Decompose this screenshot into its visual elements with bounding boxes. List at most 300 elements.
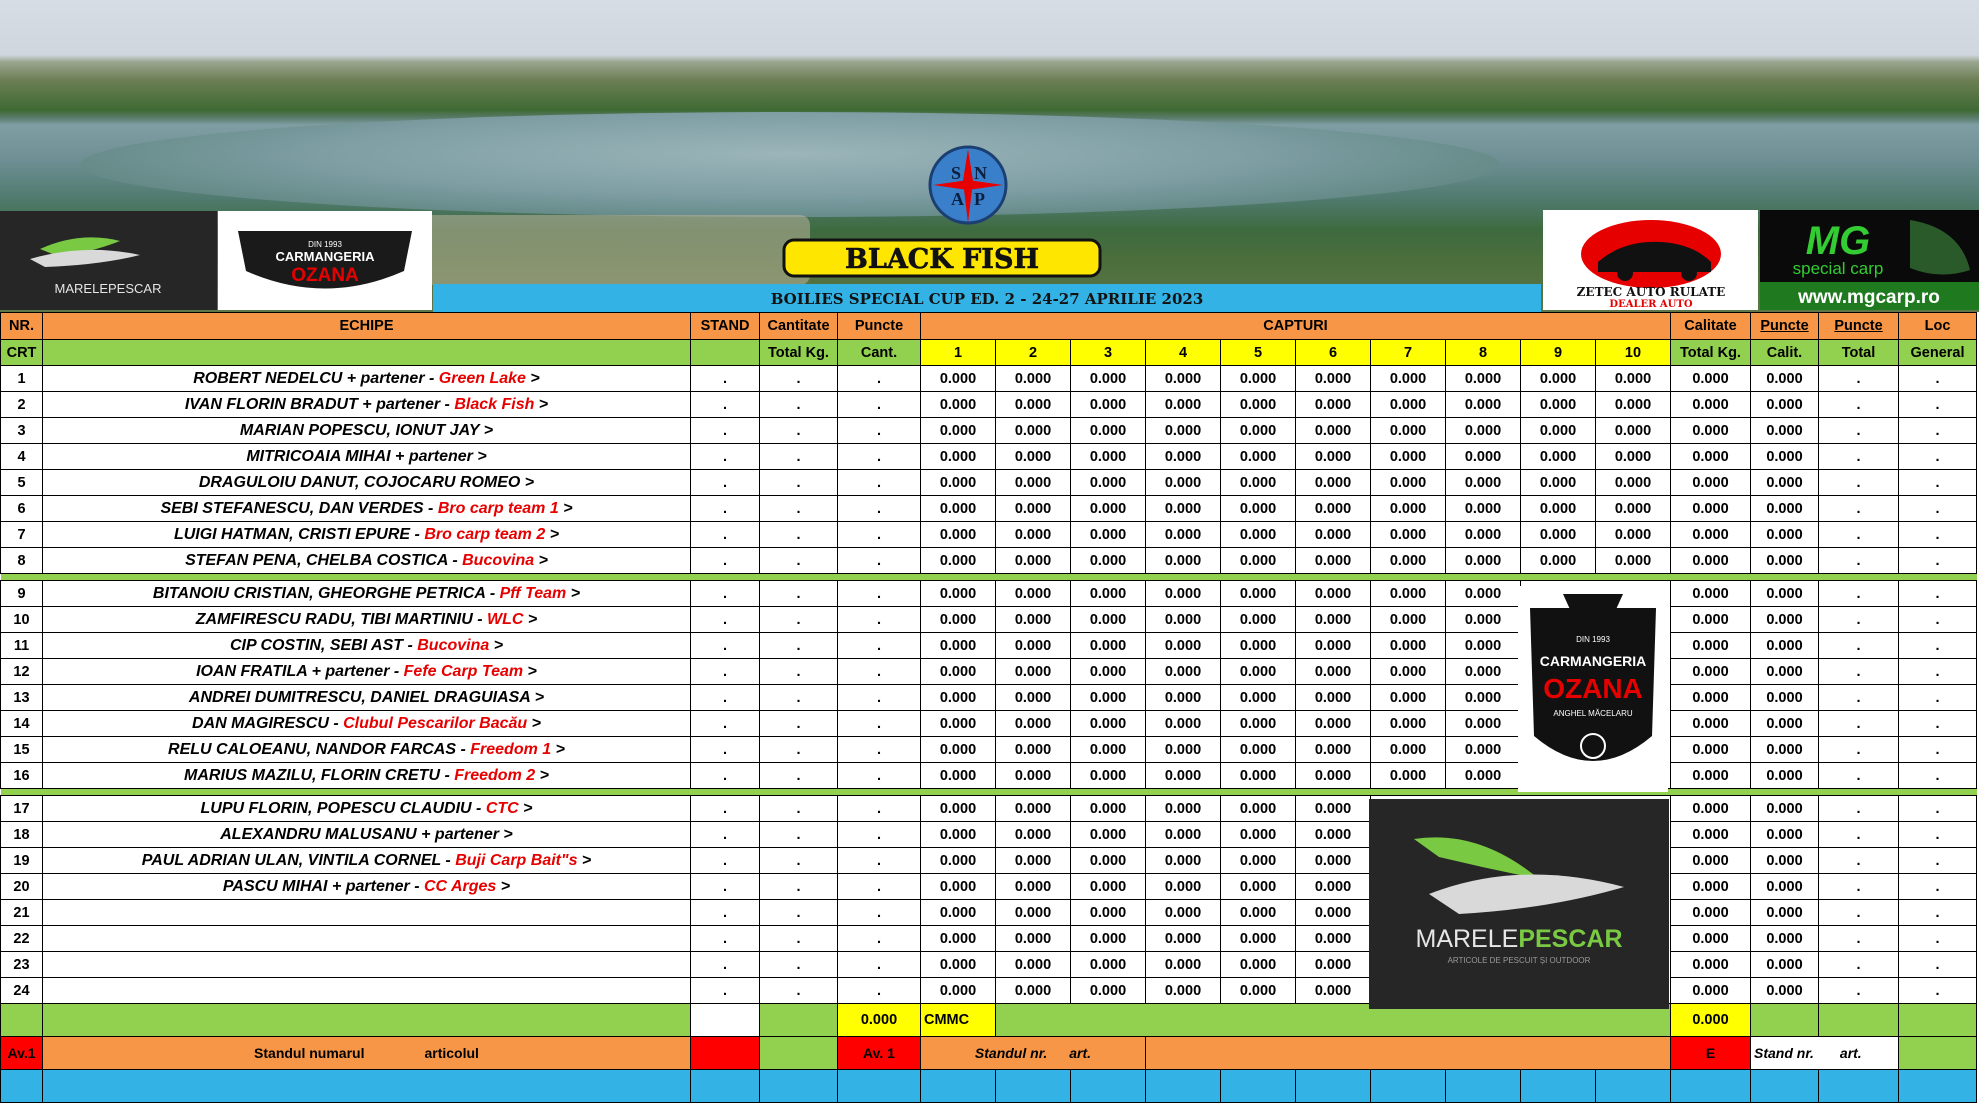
team-cell[interactable] (43, 548, 691, 574)
calit-cell[interactable]: 0.000 (1751, 763, 1819, 789)
stand-cell[interactable]: . (691, 444, 760, 470)
team-cell[interactable] (43, 796, 691, 822)
total-kg-cell[interactable]: . (760, 496, 838, 522)
capture-cell[interactable]: 0.000 (921, 952, 996, 978)
calitate-total-cell[interactable]: 0.000 (1671, 763, 1751, 789)
team-cell[interactable] (43, 822, 691, 848)
calitate-total-cell[interactable]: 0.000 (1671, 926, 1751, 952)
capture-cell[interactable]: 0.000 (1446, 470, 1521, 496)
capture-cell[interactable]: 0.000 (1371, 581, 1446, 607)
capture-cell[interactable]: 0.000 (1446, 366, 1521, 392)
total-kg-cell[interactable]: . (760, 737, 838, 763)
capture-cell[interactable]: 0.000 (921, 522, 996, 548)
capture-cell[interactable]: 0.000 (1146, 548, 1221, 574)
capture-cell[interactable]: 0.000 (1446, 418, 1521, 444)
capture-cell[interactable]: 0.000 (1071, 763, 1146, 789)
puncte-total-cell[interactable]: . (1819, 874, 1899, 900)
cant-cell[interactable]: . (838, 874, 921, 900)
puncte-total-cell[interactable]: . (1819, 470, 1899, 496)
total-kg-cell[interactable]: . (760, 444, 838, 470)
cant-cell[interactable]: . (838, 796, 921, 822)
capture-cell[interactable]: 0.000 (1371, 522, 1446, 548)
capture-cell[interactable]: 0.000 (921, 978, 996, 1004)
capture-cell[interactable]: 0.000 (996, 548, 1071, 574)
loc-general-cell[interactable]: . (1899, 607, 1977, 633)
capture-cell[interactable]: 0.000 (1371, 444, 1446, 470)
total-kg-cell[interactable]: . (760, 926, 838, 952)
stand-cell[interactable]: . (691, 737, 760, 763)
capture-cell[interactable]: 0.000 (1446, 581, 1521, 607)
capture-cell[interactable]: 0.000 (1146, 763, 1221, 789)
stand-cell[interactable]: . (691, 581, 760, 607)
capture-cell[interactable]: 0.000 (1296, 418, 1371, 444)
capture-cell[interactable]: 0.000 (1221, 796, 1296, 822)
total-kg-cell[interactable]: . (760, 822, 838, 848)
capture-cell[interactable]: 0.000 (1221, 978, 1296, 1004)
calitate-total-cell[interactable]: 0.000 (1671, 822, 1751, 848)
capture-cell[interactable]: 0.000 (1371, 737, 1446, 763)
capture-cell[interactable]: 0.000 (1071, 392, 1146, 418)
capture-cell[interactable]: 0.000 (996, 763, 1071, 789)
capture-cell[interactable]: 0.000 (1071, 737, 1146, 763)
team-cell[interactable] (43, 926, 691, 952)
calit-cell[interactable]: 0.000 (1751, 444, 1819, 470)
calitate-total-cell[interactable]: 0.000 (1671, 607, 1751, 633)
stand-cell[interactable]: . (691, 366, 760, 392)
capture-cell[interactable]: 0.000 (1296, 711, 1371, 737)
team-cell[interactable] (43, 659, 691, 685)
capture-cell[interactable]: 0.000 (1521, 496, 1596, 522)
capture-cell[interactable]: 0.000 (1371, 418, 1446, 444)
team-cell[interactable] (43, 496, 691, 522)
capture-cell[interactable]: 0.000 (1446, 633, 1521, 659)
team-cell[interactable] (43, 581, 691, 607)
cant-cell[interactable]: . (838, 418, 921, 444)
capture-cell[interactable]: 0.000 (1446, 392, 1521, 418)
calit-cell[interactable]: 0.000 (1751, 848, 1819, 874)
calitate-total-cell[interactable]: 0.000 (1671, 522, 1751, 548)
capture-cell[interactable]: 0.000 (921, 848, 996, 874)
team-cell[interactable] (43, 633, 691, 659)
calit-cell[interactable]: 0.000 (1751, 548, 1819, 574)
loc-general-cell[interactable]: . (1899, 659, 1977, 685)
loc-general-cell[interactable]: . (1899, 952, 1977, 978)
capture-cell[interactable]: 0.000 (1296, 822, 1371, 848)
cant-cell[interactable]: . (838, 763, 921, 789)
capture-cell[interactable]: 0.000 (1371, 548, 1446, 574)
loc-general-cell[interactable]: . (1899, 548, 1977, 574)
capture-cell[interactable]: 0.000 (1071, 874, 1146, 900)
capture-cell[interactable]: 0.000 (1521, 418, 1596, 444)
capture-cell[interactable]: 0.000 (921, 685, 996, 711)
capture-cell[interactable]: 0.000 (1446, 548, 1521, 574)
total-kg-cell[interactable]: . (760, 900, 838, 926)
capture-cell[interactable]: 0.000 (1146, 418, 1221, 444)
cant-cell[interactable]: . (838, 711, 921, 737)
total-kg-cell[interactable]: . (760, 633, 838, 659)
puncte-total-cell[interactable]: . (1819, 952, 1899, 978)
puncte-total-cell[interactable]: . (1819, 796, 1899, 822)
capture-cell[interactable]: 0.000 (1071, 659, 1146, 685)
capture-cell[interactable]: 0.000 (996, 874, 1071, 900)
puncte-total-cell[interactable]: . (1819, 607, 1899, 633)
cant-cell[interactable]: . (838, 444, 921, 470)
capture-cell[interactable]: 0.000 (1371, 470, 1446, 496)
calitate-total-cell[interactable]: 0.000 (1671, 444, 1751, 470)
capture-cell[interactable]: 0.000 (1371, 763, 1446, 789)
puncte-total-cell[interactable]: . (1819, 444, 1899, 470)
capture-cell[interactable]: 0.000 (1071, 496, 1146, 522)
capture-cell[interactable]: 0.000 (1221, 444, 1296, 470)
loc-general-cell[interactable]: . (1899, 978, 1977, 1004)
capture-cell[interactable]: 0.000 (1221, 711, 1296, 737)
stand-cell[interactable]: . (691, 763, 760, 789)
capture-cell[interactable]: 0.000 (1146, 796, 1221, 822)
capture-cell[interactable]: 0.000 (1146, 470, 1221, 496)
cant-cell[interactable]: . (838, 581, 921, 607)
team-cell[interactable] (43, 874, 691, 900)
puncte-total-cell[interactable]: . (1819, 392, 1899, 418)
capture-cell[interactable]: 0.000 (1071, 607, 1146, 633)
loc-general-cell[interactable]: . (1899, 737, 1977, 763)
total-kg-cell[interactable]: . (760, 392, 838, 418)
capture-cell[interactable]: 0.000 (1071, 848, 1146, 874)
capture-cell[interactable]: 0.000 (1296, 685, 1371, 711)
capture-cell[interactable]: 0.000 (1146, 685, 1221, 711)
capture-cell[interactable]: 0.000 (921, 548, 996, 574)
team-cell[interactable] (43, 900, 691, 926)
capture-cell[interactable]: 0.000 (1071, 581, 1146, 607)
capture-cell[interactable]: 0.000 (1371, 392, 1446, 418)
calit-cell[interactable]: 0.000 (1751, 711, 1819, 737)
loc-general-cell[interactable]: . (1899, 470, 1977, 496)
capture-cell[interactable]: 0.000 (1296, 848, 1371, 874)
capture-cell[interactable]: 0.000 (1296, 548, 1371, 574)
capture-cell[interactable]: 0.000 (1146, 496, 1221, 522)
calitate-total-cell[interactable]: 0.000 (1671, 848, 1751, 874)
capture-cell[interactable]: 0.000 (1146, 874, 1221, 900)
loc-general-cell[interactable]: . (1899, 926, 1977, 952)
capture-cell[interactable]: 0.000 (1146, 581, 1221, 607)
loc-general-cell[interactable]: . (1899, 711, 1977, 737)
puncte-total-cell[interactable]: . (1819, 522, 1899, 548)
capture-cell[interactable]: 0.000 (1221, 607, 1296, 633)
capture-cell[interactable]: 0.000 (1071, 366, 1146, 392)
puncte-total-cell[interactable]: . (1819, 900, 1899, 926)
capture-cell[interactable]: 0.000 (1071, 470, 1146, 496)
team-cell[interactable] (43, 952, 691, 978)
capture-cell[interactable]: 0.000 (921, 796, 996, 822)
capture-cell[interactable]: 0.000 (1371, 659, 1446, 685)
calit-cell[interactable]: 0.000 (1751, 418, 1819, 444)
capture-cell[interactable]: 0.000 (996, 978, 1071, 1004)
puncte-total-cell[interactable]: . (1819, 366, 1899, 392)
stand-cell[interactable]: . (691, 952, 760, 978)
total-kg-cell[interactable]: . (760, 952, 838, 978)
capture-cell[interactable]: 0.000 (1446, 444, 1521, 470)
capture-cell[interactable]: 0.000 (1446, 607, 1521, 633)
capture-cell[interactable]: 0.000 (1146, 392, 1221, 418)
capture-cell[interactable]: 0.000 (1446, 763, 1521, 789)
cant-cell[interactable]: . (838, 392, 921, 418)
capture-cell[interactable]: 0.000 (1071, 952, 1146, 978)
capture-cell[interactable]: 0.000 (1296, 952, 1371, 978)
stand-cell[interactable]: . (691, 900, 760, 926)
stand-cell[interactable]: . (691, 522, 760, 548)
capture-cell[interactable]: 0.000 (1146, 659, 1221, 685)
cant-cell[interactable]: . (838, 900, 921, 926)
puncte-total-cell[interactable]: . (1819, 659, 1899, 685)
puncte-total-cell[interactable]: . (1819, 496, 1899, 522)
capture-cell[interactable]: 0.000 (1296, 496, 1371, 522)
capture-cell[interactable]: 0.000 (1371, 633, 1446, 659)
capture-cell[interactable]: 0.000 (921, 496, 996, 522)
total-kg-cell[interactable]: . (760, 848, 838, 874)
capture-cell[interactable]: 0.000 (1146, 926, 1221, 952)
capture-cell[interactable]: 0.000 (1296, 659, 1371, 685)
capture-cell[interactable]: 0.000 (996, 711, 1071, 737)
cant-cell[interactable]: . (838, 822, 921, 848)
stand-cell[interactable]: . (691, 633, 760, 659)
team-cell[interactable] (43, 444, 691, 470)
capture-cell[interactable]: 0.000 (1296, 581, 1371, 607)
cant-cell[interactable]: . (838, 548, 921, 574)
capture-cell[interactable]: 0.000 (921, 737, 996, 763)
calitate-total-cell[interactable]: 0.000 (1671, 685, 1751, 711)
capture-cell[interactable]: 0.000 (1296, 522, 1371, 548)
capture-cell[interactable]: 0.000 (921, 392, 996, 418)
stand-cell[interactable]: . (691, 418, 760, 444)
loc-general-cell[interactable]: . (1899, 685, 1977, 711)
stand-cell[interactable]: . (691, 874, 760, 900)
puncte-total-cell[interactable]: . (1819, 848, 1899, 874)
capture-cell[interactable]: 0.000 (1071, 796, 1146, 822)
capture-cell[interactable]: 0.000 (1596, 548, 1671, 574)
cant-cell[interactable]: . (838, 952, 921, 978)
capture-cell[interactable]: 0.000 (1146, 711, 1221, 737)
capture-cell[interactable]: 0.000 (921, 874, 996, 900)
cant-cell[interactable]: . (838, 978, 921, 1004)
capture-cell[interactable]: 0.000 (996, 926, 1071, 952)
capture-cell[interactable]: 0.000 (1146, 978, 1221, 1004)
capture-cell[interactable]: 0.000 (1296, 737, 1371, 763)
cant-cell[interactable]: . (838, 737, 921, 763)
capture-cell[interactable]: 0.000 (1071, 978, 1146, 1004)
loc-general-cell[interactable]: . (1899, 581, 1977, 607)
total-kg-cell[interactable]: . (760, 418, 838, 444)
calitate-total-cell[interactable]: 0.000 (1671, 392, 1751, 418)
capture-cell[interactable]: 0.000 (921, 581, 996, 607)
team-cell[interactable] (43, 978, 691, 1004)
loc-general-cell[interactable]: . (1899, 900, 1977, 926)
capture-cell[interactable]: 0.000 (996, 900, 1071, 926)
capture-cell[interactable]: 0.000 (921, 418, 996, 444)
capture-cell[interactable]: 0.000 (1071, 711, 1146, 737)
total-kg-cell[interactable]: . (760, 874, 838, 900)
team-cell[interactable] (43, 418, 691, 444)
loc-general-cell[interactable]: . (1899, 848, 1977, 874)
loc-general-cell[interactable]: . (1899, 763, 1977, 789)
capture-cell[interactable]: 0.000 (1446, 685, 1521, 711)
capture-cell[interactable]: 0.000 (996, 607, 1071, 633)
capture-cell[interactable]: 0.000 (1221, 737, 1296, 763)
team-cell[interactable] (43, 522, 691, 548)
capture-cell[interactable]: 0.000 (1146, 522, 1221, 548)
capture-cell[interactable]: 0.000 (1521, 522, 1596, 548)
team-cell[interactable] (43, 607, 691, 633)
total-kg-cell[interactable]: . (760, 659, 838, 685)
calitate-total-cell[interactable]: 0.000 (1671, 900, 1751, 926)
total-kg-cell[interactable]: . (760, 685, 838, 711)
cant-cell[interactable]: . (838, 496, 921, 522)
calit-cell[interactable]: 0.000 (1751, 978, 1819, 1004)
capture-cell[interactable]: 0.000 (1221, 659, 1296, 685)
capture-cell[interactable]: 0.000 (921, 633, 996, 659)
calitate-total-cell[interactable]: 0.000 (1671, 978, 1751, 1004)
calit-cell[interactable]: 0.000 (1751, 796, 1819, 822)
capture-cell[interactable]: 0.000 (996, 496, 1071, 522)
capture-cell[interactable]: 0.000 (1596, 470, 1671, 496)
capture-cell[interactable]: 0.000 (1521, 444, 1596, 470)
puncte-total-cell[interactable]: . (1819, 763, 1899, 789)
calitate-total-cell[interactable]: 0.000 (1671, 711, 1751, 737)
cant-cell[interactable]: . (838, 470, 921, 496)
capture-cell[interactable]: 0.000 (1446, 496, 1521, 522)
stand-cell[interactable]: . (691, 848, 760, 874)
capture-cell[interactable]: 0.000 (921, 900, 996, 926)
capture-cell[interactable]: 0.000 (1221, 392, 1296, 418)
capture-cell[interactable]: 0.000 (996, 659, 1071, 685)
capture-cell[interactable]: 0.000 (1296, 926, 1371, 952)
calitate-total-cell[interactable]: 0.000 (1671, 659, 1751, 685)
capture-cell[interactable]: 0.000 (1296, 366, 1371, 392)
stand-cell[interactable]: . (691, 548, 760, 574)
calit-cell[interactable]: 0.000 (1751, 633, 1819, 659)
capture-cell[interactable]: 0.000 (1371, 607, 1446, 633)
total-kg-cell[interactable]: . (760, 581, 838, 607)
capture-cell[interactable]: 0.000 (921, 822, 996, 848)
capture-cell[interactable]: 0.000 (1521, 470, 1596, 496)
calitate-total-cell[interactable]: 0.000 (1671, 633, 1751, 659)
cant-cell[interactable]: . (838, 366, 921, 392)
capture-cell[interactable]: 0.000 (996, 522, 1071, 548)
capture-cell[interactable]: 0.000 (1146, 737, 1221, 763)
cant-cell[interactable]: . (838, 659, 921, 685)
loc-general-cell[interactable]: . (1899, 633, 1977, 659)
capture-cell[interactable]: 0.000 (1071, 926, 1146, 952)
capture-cell[interactable]: 0.000 (996, 444, 1071, 470)
capture-cell[interactable]: 0.000 (1221, 633, 1296, 659)
calitate-total-cell[interactable]: 0.000 (1671, 737, 1751, 763)
capture-cell[interactable]: 0.000 (1221, 581, 1296, 607)
stand-cell[interactable]: . (691, 685, 760, 711)
calit-cell[interactable]: 0.000 (1751, 366, 1819, 392)
capture-cell[interactable]: 0.000 (1221, 470, 1296, 496)
capture-cell[interactable]: 0.000 (1221, 366, 1296, 392)
loc-general-cell[interactable]: . (1899, 822, 1977, 848)
capture-cell[interactable]: 0.000 (996, 392, 1071, 418)
capture-cell[interactable]: 0.000 (1071, 685, 1146, 711)
calit-cell[interactable]: 0.000 (1751, 496, 1819, 522)
capture-cell[interactable]: 0.000 (921, 926, 996, 952)
capture-cell[interactable]: 0.000 (1146, 366, 1221, 392)
puncte-total-cell[interactable]: . (1819, 418, 1899, 444)
calitate-total-cell[interactable]: 0.000 (1671, 796, 1751, 822)
capture-cell[interactable]: 0.000 (996, 366, 1071, 392)
calitate-total-cell[interactable]: 0.000 (1671, 874, 1751, 900)
cant-cell[interactable]: . (838, 633, 921, 659)
calitate-total-cell[interactable]: 0.000 (1671, 581, 1751, 607)
capture-cell[interactable]: 0.000 (996, 633, 1071, 659)
calit-cell[interactable]: 0.000 (1751, 685, 1819, 711)
calit-cell[interactable]: 0.000 (1751, 900, 1819, 926)
capture-cell[interactable]: 0.000 (1596, 392, 1671, 418)
capture-cell[interactable]: 0.000 (1071, 418, 1146, 444)
puncte-total-cell[interactable]: . (1819, 633, 1899, 659)
capture-cell[interactable]: 0.000 (921, 444, 996, 470)
capture-cell[interactable]: 0.000 (1221, 548, 1296, 574)
capture-cell[interactable]: 0.000 (1596, 522, 1671, 548)
capture-cell[interactable]: 0.000 (1221, 848, 1296, 874)
calit-cell[interactable]: 0.000 (1751, 470, 1819, 496)
stand-cell[interactable]: . (691, 470, 760, 496)
cant-cell[interactable]: . (838, 607, 921, 633)
team-cell[interactable] (43, 763, 691, 789)
calit-cell[interactable]: 0.000 (1751, 737, 1819, 763)
calitate-total-cell[interactable]: 0.000 (1671, 470, 1751, 496)
team-cell[interactable] (43, 366, 691, 392)
team-cell[interactable] (43, 848, 691, 874)
stand-cell[interactable]: . (691, 822, 760, 848)
calitate-total-cell[interactable]: 0.000 (1671, 366, 1751, 392)
stand-cell[interactable]: . (691, 711, 760, 737)
capture-cell[interactable]: 0.000 (1446, 522, 1521, 548)
loc-general-cell[interactable]: . (1899, 392, 1977, 418)
capture-cell[interactable]: 0.000 (996, 737, 1071, 763)
calit-cell[interactable]: 0.000 (1751, 581, 1819, 607)
capture-cell[interactable]: 0.000 (1071, 548, 1146, 574)
total-kg-cell[interactable]: . (760, 978, 838, 1004)
capture-cell[interactable]: 0.000 (1446, 711, 1521, 737)
calitate-total-cell[interactable]: 0.000 (1671, 548, 1751, 574)
capture-cell[interactable]: 0.000 (1521, 392, 1596, 418)
capture-cell[interactable]: 0.000 (1146, 848, 1221, 874)
capture-cell[interactable]: 0.000 (921, 470, 996, 496)
capture-cell[interactable]: 0.000 (996, 952, 1071, 978)
capture-cell[interactable]: 0.000 (1146, 900, 1221, 926)
capture-cell[interactable]: 0.000 (1521, 366, 1596, 392)
capture-cell[interactable]: 0.000 (1296, 796, 1371, 822)
calit-cell[interactable]: 0.000 (1751, 952, 1819, 978)
loc-general-cell[interactable]: . (1899, 496, 1977, 522)
capture-cell[interactable]: 0.000 (1071, 822, 1146, 848)
loc-general-cell[interactable]: . (1899, 418, 1977, 444)
capture-cell[interactable]: 0.000 (1296, 392, 1371, 418)
capture-cell[interactable]: 0.000 (1296, 978, 1371, 1004)
capture-cell[interactable]: 0.000 (1446, 659, 1521, 685)
capture-cell[interactable]: 0.000 (1596, 418, 1671, 444)
team-cell[interactable] (43, 737, 691, 763)
capture-cell[interactable]: 0.000 (1296, 633, 1371, 659)
stand-cell[interactable]: . (691, 392, 760, 418)
puncte-total-cell[interactable]: . (1819, 822, 1899, 848)
total-kg-cell[interactable]: . (760, 548, 838, 574)
puncte-total-cell[interactable]: . (1819, 926, 1899, 952)
capture-cell[interactable]: 0.000 (921, 711, 996, 737)
capture-cell[interactable]: 0.000 (1296, 444, 1371, 470)
capture-cell[interactable]: 0.000 (996, 848, 1071, 874)
calit-cell[interactable]: 0.000 (1751, 822, 1819, 848)
